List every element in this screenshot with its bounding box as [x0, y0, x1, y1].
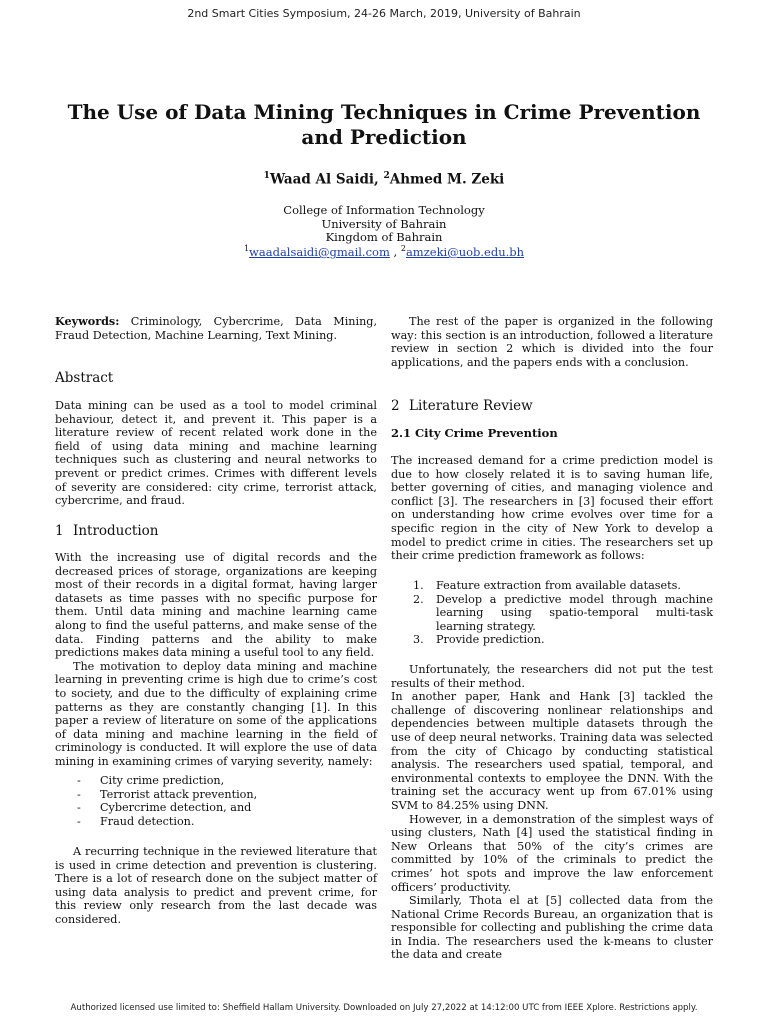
intro-heading — [55, 525, 377, 539]
intro-number: 1 — [55, 523, 64, 539]
thota-paragraph: Similarly, Thota el at [5] collected data from the National Crime Records Bureau, an organization that is responsible for collecting and publishing the crime data in India. The researchers used the k-means to cluster the data and create — [391, 894, 713, 962]
intro-paragraph-1: With the increasing use of digital records and the decreased prices of storage, organizations are keeping most of their records in a digital format, having larger datasets as time passes with no specific purpose for them. Until data mining and machine learning came along to find the useful patterns, and make sense of the data. Finding patterns and the ability to make predictions makes data mining a useful tool to any field. — [55, 551, 377, 660]
author-line — [0, 171, 768, 188]
bullet-marker: - — [77, 787, 81, 801]
license-footer: Authorized licensed use limited to: Sheffield Hallam University. Downloaded on July 27,2022 at 14:12:00 UTC from IEEE Xplore. Restrictions apply. — [70, 1003, 698, 1013]
bullet-marker: - — [77, 801, 81, 815]
keywords-paragraph — [55, 315, 377, 342]
author2-superscript: 2 — [383, 171, 390, 181]
city-crime-title: 2.1 City Crime Prevention — [391, 426, 558, 440]
step-number: 3. — [413, 633, 424, 647]
email2-link[interactable]: amzeki@uob.edu.bh — [405, 244, 525, 259]
abstract-title: Abstract — [55, 370, 114, 386]
email1-link[interactable]: waadalsaidi@gmail.com — [249, 244, 390, 259]
list-item — [391, 593, 713, 634]
list-item — [55, 815, 377, 829]
bullet-text: Cybercrime detection, and — [100, 801, 252, 815]
bullet-marker: - — [77, 774, 81, 787]
email2-superscript: 2 — [400, 244, 406, 253]
abstract-body — [55, 399, 377, 508]
list-item — [391, 579, 713, 593]
affiliation-block — [0, 204, 768, 245]
organization-text: The rest of the paper is organized in the following way: this section is an introduction, followed a literature review in section 2 which is divided into the four applications, and the papers ends with a conclusion. — [391, 315, 713, 369]
intro-paragraph-2: The motivation to deploy data mining and machine learning in preventing crime is high due to crime’s cost to society, and due to the difficulty of explaining crime patterns as they are constantly changing [1]. In this paper a review of literature on some of the applications of data mining and machine learning in the field of criminology is conducted. It will explore the use of data mining in examining crimes of varying severity, namely: — [55, 659, 377, 768]
affiliation-country: Kingdom of Bahrain — [325, 230, 443, 244]
step-text: Develop a predictive model through machine learning using spatio-temporal multi-task learning strategy. — [436, 592, 713, 633]
nath-paragraph: However, in a demonstration of the simplest ways of using clusters, Nath [4] used the statistical finding in New Orleans that 50% of the city’s crimes are committed by 10% of the criminals to predict the crimes’ hot spots and improve the law enforcement officers’ productivity. — [391, 812, 713, 894]
intro-body — [55, 551, 377, 769]
list-item — [55, 788, 377, 802]
email1-superscript: 1 — [243, 244, 250, 253]
lit-review-heading — [391, 400, 713, 414]
unfortunately-paragraph: Unfortunately, the researchers did not put the test results of their method. — [391, 663, 713, 690]
email-separator: , — [389, 244, 401, 259]
review-body — [391, 663, 713, 962]
organization-paragraph — [391, 315, 713, 369]
city-crime-body — [391, 454, 713, 563]
step-text: Feature extraction from available datasets. — [436, 579, 681, 592]
bullet-marker: - — [77, 814, 81, 828]
intro-paragraph-3: A recurring technique in the reviewed literature that is used in crime detection and prevention is clustering. There is a lot of research done on the subject matter of using data analysis to predict and prevent crime, for this review only research from the last decade was considered. — [55, 845, 377, 926]
lit-review-number: 2 — [391, 398, 400, 414]
keywords-text: Criminology, Cybercrime, Data Mining, Fraud Detection, Machine Learning, Text Mining. — [55, 315, 377, 342]
intro-bullet-list — [55, 774, 377, 828]
city-crime-paragraph: The increased demand for a crime prediction model is due to how closely related it is to saving human life, better governing of cities, and managing violence and conflict [3]. The researchers in [3] focused their effort on understanding how crime evolves over time for a specific region in the city of New York to develop a model to predict crime in cities. The researchers set up their crime prediction framework as follows: — [391, 454, 713, 563]
keywords-label: Keywords: — [55, 314, 120, 328]
email-line — [0, 244, 768, 259]
conference-header: 2nd Smart Cities Symposium, 24-26 March, 2019, University of Bahrain — [187, 7, 581, 20]
affiliation-college: College of Information Technology — [283, 203, 485, 217]
list-item — [55, 801, 377, 815]
abstract-heading — [55, 372, 377, 386]
list-item — [391, 633, 713, 647]
intro-title: Introduction — [73, 523, 159, 539]
step-text: Provide prediction. — [436, 633, 545, 647]
bullet-text: Terrorist attack prevention, — [100, 787, 258, 801]
paper-title: The Use of Data Mining Techniques in Crime Prevention and Prediction — [67, 100, 701, 149]
steps-list — [391, 579, 713, 647]
intro-body-2 — [55, 845, 377, 927]
step-number: 2. — [413, 592, 424, 606]
author1-superscript: 1 — [263, 171, 270, 181]
list-item — [55, 774, 377, 788]
author2-name: Ahmed M. Zeki — [389, 171, 505, 188]
subsection-heading — [391, 427, 713, 441]
abstract-text: Data mining can be used as a tool to model criminal behaviour, detect it, and prevent it. This paper is a literature review of recent related work done in the field of using data mining and machine learning techniques such as clustering and neural networks to prevent or predict crimes. Crimes with different levels of severity are considered: city crime, terrorist attack, cybercrime, and fraud. — [55, 399, 377, 508]
author1-name: Waad Al Saidi, — [269, 171, 384, 188]
lit-review-title: Literature Review — [409, 398, 533, 414]
bullet-text: Fraud detection. — [100, 814, 195, 828]
affiliation-university: University of Bahrain — [321, 216, 447, 231]
step-number: 1. — [413, 579, 424, 592]
bullet-text: City crime prediction, — [100, 774, 225, 787]
hank-paragraph: In another paper, Hank and Hank [3] tackled the challenge of discovering nonlinear relationships and dependencies between multiple datasets through the use of deep neural networks. Training data was selected from the city of Chicago by conducting statistical analysis. The researchers used spatial, temporal, and environmental contexts to employee the DNN. With the training set the accuracy went up from 67.01% using SVM to 84.25% using DNN. — [391, 690, 713, 812]
